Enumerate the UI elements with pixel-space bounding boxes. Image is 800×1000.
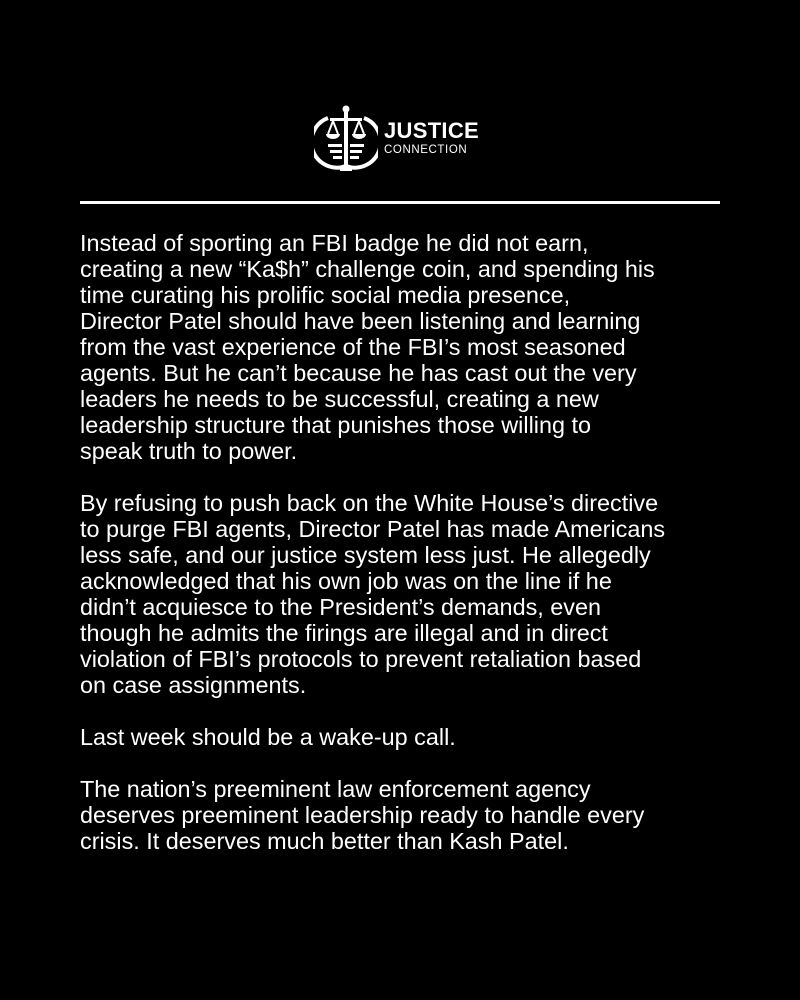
logo-subtitle: CONNECTION — [384, 144, 468, 156]
scales-of-justice-icon — [314, 102, 378, 176]
statement-body — [80, 230, 740, 880]
paragraph-1: Instead of sporting an FBI badge he did not earn, creating a new “Ka$h” challenge coin, and spending his time curating his prolific social media presence, Director Patel should have been listening and learning from the vast experience of the FBI’s most seasoned agents. But he can’t because he has cast out the very leaders he needs to be successful, creating a new leadership structure that punishes those willing to speak truth to power. — [80, 230, 655, 464]
paragraph-3: Last week should be a wake-up call. — [80, 724, 456, 750]
logo-title: JUSTICE — [384, 118, 480, 143]
header-divider — [80, 201, 720, 204]
paragraph-4: The nation’s preeminent law enforcement agency deserves preeminent leadership ready to handle every crisis. It deserves much better than Kash Patel. — [80, 776, 645, 854]
logo-wordmark — [384, 120, 479, 157]
paragraph-2: By refusing to push back on the White House’s directive to purge FBI agents, Director Patel has made Americans less safe, and our justice system less just. He allegedly acknowledged that his own job was on the line if he didn’t acquiesce to the President’s demands, even though he admits the firings are illegal and in direct violation of FBI’s protocols to prevent retaliation based on case assignments. — [80, 490, 666, 698]
justice-connection-logo — [314, 102, 494, 176]
